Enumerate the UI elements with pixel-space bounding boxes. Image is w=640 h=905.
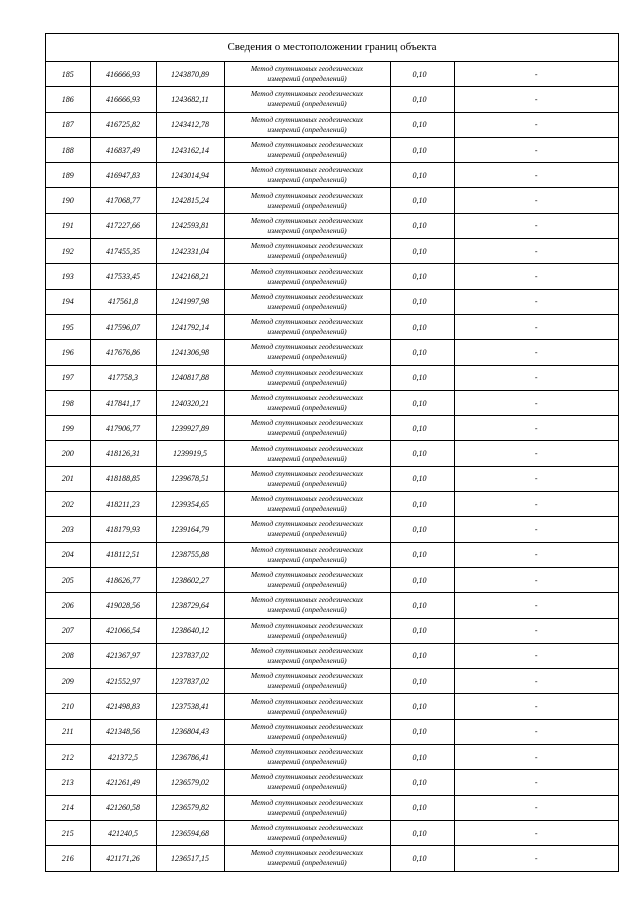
table-row: [46, 163, 618, 188]
table-row: [46, 264, 618, 289]
method-line-2: измерений (определений): [267, 428, 347, 438]
point-number-cell: 188: [46, 137, 90, 162]
page-title: Сведения о местоположении границ объекта: [46, 34, 618, 62]
y-coordinate-cell: 1236579,02: [156, 770, 224, 795]
x-coordinate-cell: 421372,5: [90, 745, 156, 770]
y-coordinate-cell: 1236804,43: [156, 719, 224, 744]
method-line-2: измерений (определений): [267, 124, 347, 134]
accuracy-cell: 0,10: [390, 492, 454, 517]
note-cell: -: [454, 618, 618, 643]
x-coordinate-cell: 417758,3: [90, 365, 156, 390]
method-cell: [224, 466, 390, 491]
accuracy-cell: 0,10: [390, 770, 454, 795]
y-coordinate-cell: 1236517,15: [156, 846, 224, 871]
note-cell: -: [454, 719, 618, 744]
y-coordinate-cell: 1242168,21: [156, 264, 224, 289]
method-line-2: измерений (определений): [267, 529, 347, 539]
note-cell: -: [454, 137, 618, 162]
point-number-cell: 197: [46, 365, 90, 390]
accuracy-cell: 0,10: [390, 795, 454, 820]
x-coordinate-cell: 416837,49: [90, 137, 156, 162]
table-row: [46, 770, 618, 795]
accuracy-cell: 0,10: [390, 314, 454, 339]
x-coordinate-cell: 421260,58: [90, 795, 156, 820]
boundary-info-sheet: [45, 33, 619, 872]
x-coordinate-cell: 419028,56: [90, 593, 156, 618]
x-coordinate-cell: 417906,77: [90, 416, 156, 441]
x-coordinate-cell: 417561,8: [90, 289, 156, 314]
table-row: [46, 239, 618, 264]
method-line-1: Метод спутниковых геодезических: [250, 140, 364, 150]
y-coordinate-cell: 1243162,14: [156, 137, 224, 162]
method-line-1: Метод спутниковых геодезических: [250, 266, 364, 276]
accuracy-cell: 0,10: [390, 239, 454, 264]
method-line-1: Метод спутниковых геодезических: [250, 848, 364, 858]
method-cell: [224, 643, 390, 668]
table-row: [46, 188, 618, 213]
x-coordinate-cell: 421367,97: [90, 643, 156, 668]
method-cell: [224, 441, 390, 466]
method-cell: [224, 770, 390, 795]
note-cell: -: [454, 390, 618, 415]
method-line-2: измерений (определений): [267, 403, 347, 412]
point-number-cell: 189: [46, 163, 90, 188]
point-number-cell: 216: [46, 846, 90, 871]
note-cell: -: [454, 213, 618, 238]
method-line-1: Метод спутниковых геодезических: [250, 595, 364, 605]
method-cell: [224, 390, 390, 415]
method-line-1: Метод спутниковых геодезических: [250, 696, 364, 706]
note-cell: -: [454, 163, 618, 188]
y-coordinate-cell: 1237837,02: [156, 669, 224, 694]
note-cell: -: [454, 441, 618, 466]
method-cell: [224, 542, 390, 567]
y-coordinate-cell: 1241997,98: [156, 289, 224, 314]
x-coordinate-cell: 421498,83: [90, 694, 156, 719]
method-line-1: Метод спутниковых геодезических: [250, 645, 364, 655]
y-coordinate-cell: 1238729,64: [156, 593, 224, 618]
y-coordinate-cell: 1240320,21: [156, 390, 224, 415]
note-cell: -: [454, 188, 618, 213]
method-line-2: измерений (определений): [267, 276, 347, 286]
point-number-cell: 198: [46, 390, 90, 415]
x-coordinate-cell: 417841,17: [90, 390, 156, 415]
method-cell: [224, 289, 390, 314]
method-cell: [224, 62, 390, 87]
y-coordinate-cell: 1242815,24: [156, 188, 224, 213]
method-cell: [224, 163, 390, 188]
method-cell: [224, 745, 390, 770]
table-row: [46, 719, 618, 744]
accuracy-cell: 0,10: [390, 289, 454, 314]
method-line-2: измерений (определений): [267, 554, 347, 564]
method-cell: [224, 213, 390, 238]
method-line-1: Метод спутниковых геодезических: [250, 165, 364, 175]
y-coordinate-cell: 1239927,89: [156, 416, 224, 441]
point-number-cell: 191: [46, 213, 90, 238]
x-coordinate-cell: 417596,07: [90, 314, 156, 339]
point-number-cell: 213: [46, 770, 90, 795]
x-coordinate-cell: 418211,23: [90, 492, 156, 517]
note-cell: -: [454, 492, 618, 517]
method-line-2: измерений (определений): [267, 605, 347, 615]
method-cell: [224, 593, 390, 618]
y-coordinate-cell: 1238755,88: [156, 542, 224, 567]
y-coordinate-cell: 1243682,11: [156, 87, 224, 112]
point-number-cell: 192: [46, 239, 90, 264]
point-number-cell: 186: [46, 87, 90, 112]
point-number-cell: 200: [46, 441, 90, 466]
method-line-1: Метод спутниковых геодезических: [250, 721, 364, 731]
method-line-1: Метод спутниковых геодезических: [250, 443, 364, 453]
y-coordinate-cell: 1239354,65: [156, 492, 224, 517]
accuracy-cell: 0,10: [390, 618, 454, 643]
method-cell: [224, 314, 390, 339]
method-line-1: Метод спутниковых геодезических: [250, 797, 364, 807]
x-coordinate-cell: 417676,86: [90, 340, 156, 365]
point-number-cell: 205: [46, 567, 90, 592]
accuracy-cell: 0,10: [390, 112, 454, 137]
method-line-2: измерений (определений): [267, 301, 347, 311]
y-coordinate-cell: 1241306,98: [156, 340, 224, 365]
accuracy-cell: 0,10: [390, 517, 454, 542]
method-line-2: измерений (определений): [267, 251, 347, 261]
x-coordinate-cell: 416725,82: [90, 112, 156, 137]
accuracy-cell: 0,10: [390, 62, 454, 87]
method-line-2: измерений (определений): [267, 706, 347, 716]
method-line-1: Метод спутниковых геодезических: [250, 291, 364, 301]
method-cell: [224, 264, 390, 289]
table-row: [46, 87, 618, 112]
accuracy-cell: 0,10: [390, 264, 454, 289]
accuracy-cell: 0,10: [390, 643, 454, 668]
accuracy-cell: 0,10: [390, 87, 454, 112]
x-coordinate-cell: 418112,51: [90, 542, 156, 567]
method-line-2: измерений (определений): [267, 200, 347, 210]
point-number-cell: 199: [46, 416, 90, 441]
point-number-cell: 202: [46, 492, 90, 517]
table-row: [46, 390, 618, 415]
method-line-1: Метод спутниковых геодезических: [250, 418, 364, 428]
point-number-cell: 207: [46, 618, 90, 643]
method-line-1: Метод спутниковых геодезических: [250, 468, 364, 478]
note-cell: -: [454, 466, 618, 491]
point-number-cell: 211: [46, 719, 90, 744]
accuracy-cell: 0,10: [390, 466, 454, 491]
method-line-1: Метод спутниковых геодезических: [250, 89, 364, 99]
method-line-1: Метод спутниковых геодезических: [250, 215, 364, 225]
table-row: [46, 593, 618, 618]
method-line-2: измерений (определений): [267, 580, 347, 590]
coordinates-table: [46, 62, 618, 871]
table-row: [46, 213, 618, 238]
x-coordinate-cell: 421261,49: [90, 770, 156, 795]
table-row: [46, 62, 618, 87]
point-number-cell: 203: [46, 517, 90, 542]
method-cell: [224, 517, 390, 542]
y-coordinate-cell: 1236579,82: [156, 795, 224, 820]
point-number-cell: 194: [46, 289, 90, 314]
method-line-2: измерений (определений): [267, 681, 347, 691]
x-coordinate-cell: 417227,66: [90, 213, 156, 238]
method-line-2: измерений (определений): [267, 833, 347, 843]
y-coordinate-cell: 1237837,02: [156, 643, 224, 668]
x-coordinate-cell: 421348,56: [90, 719, 156, 744]
method-line-2: измерений (определений): [267, 757, 347, 767]
y-coordinate-cell: 1242593,81: [156, 213, 224, 238]
y-coordinate-cell: 1239919,5: [156, 441, 224, 466]
method-line-1: Метод спутниковых геодезических: [250, 671, 364, 681]
x-coordinate-cell: 417455,35: [90, 239, 156, 264]
table-row: [46, 137, 618, 162]
x-coordinate-cell: 421552,97: [90, 669, 156, 694]
x-coordinate-cell: 416666,93: [90, 62, 156, 87]
coordinates-table-body: [46, 62, 618, 871]
accuracy-cell: 0,10: [390, 542, 454, 567]
table-row: [46, 289, 618, 314]
point-number-cell: 208: [46, 643, 90, 668]
note-cell: -: [454, 112, 618, 137]
x-coordinate-cell: 418626,77: [90, 567, 156, 592]
note-cell: -: [454, 340, 618, 365]
note-cell: -: [454, 62, 618, 87]
method-line-2: измерений (определений): [267, 175, 347, 185]
note-cell: -: [454, 416, 618, 441]
accuracy-cell: 0,10: [390, 846, 454, 871]
note-cell: -: [454, 264, 618, 289]
method-line-2: измерений (определений): [267, 377, 347, 387]
x-coordinate-cell: 416666,93: [90, 87, 156, 112]
y-coordinate-cell: 1243412,78: [156, 112, 224, 137]
x-coordinate-cell: 417068,77: [90, 188, 156, 213]
table-row: [46, 517, 618, 542]
table-row: [46, 365, 618, 390]
y-coordinate-cell: 1240817,88: [156, 365, 224, 390]
table-row: [46, 314, 618, 339]
accuracy-cell: 0,10: [390, 340, 454, 365]
method-cell: [224, 188, 390, 213]
x-coordinate-cell: 418179,93: [90, 517, 156, 542]
accuracy-cell: 0,10: [390, 390, 454, 415]
method-line-1: Метод спутниковых геодезических: [250, 241, 364, 251]
method-line-2: измерений (определений): [267, 225, 347, 235]
accuracy-cell: 0,10: [390, 820, 454, 845]
x-coordinate-cell: 421171,26: [90, 846, 156, 871]
accuracy-cell: 0,10: [390, 669, 454, 694]
point-number-cell: 204: [46, 542, 90, 567]
method-cell: [224, 416, 390, 441]
method-line-2: измерений (определений): [267, 807, 347, 817]
method-line-2: измерений (определений): [267, 99, 347, 109]
table-row: [46, 643, 618, 668]
table-row: [46, 820, 618, 845]
accuracy-cell: 0,10: [390, 745, 454, 770]
y-coordinate-cell: 1241792,14: [156, 314, 224, 339]
method-line-1: Метод спутниковых геодезических: [250, 519, 364, 529]
table-row: [46, 745, 618, 770]
method-line-1: Метод спутниковых геодезических: [250, 190, 364, 200]
note-cell: -: [454, 239, 618, 264]
table-row: [46, 416, 618, 441]
x-coordinate-cell: 421066,54: [90, 618, 156, 643]
note-cell: -: [454, 542, 618, 567]
method-cell: [224, 669, 390, 694]
note-cell: -: [454, 593, 618, 618]
accuracy-cell: 0,10: [390, 416, 454, 441]
method-line-1: Метод спутниковых геодезических: [250, 317, 364, 327]
point-number-cell: 206: [46, 593, 90, 618]
method-cell: [224, 618, 390, 643]
method-line-1: Метод спутниковых геодезических: [250, 114, 364, 124]
point-number-cell: 209: [46, 669, 90, 694]
table-row: [46, 846, 618, 871]
point-number-cell: 210: [46, 694, 90, 719]
note-cell: -: [454, 846, 618, 871]
y-coordinate-cell: 1237538,41: [156, 694, 224, 719]
point-number-cell: 195: [46, 314, 90, 339]
point-number-cell: 214: [46, 795, 90, 820]
method-line-2: измерений (определений): [267, 327, 347, 337]
method-line-2: измерений (определений): [267, 478, 347, 488]
method-line-2: измерений (определений): [267, 453, 347, 463]
table-row: [46, 795, 618, 820]
method-line-1: Метод спутниковых геодезических: [250, 367, 364, 377]
table-row: [46, 669, 618, 694]
note-cell: -: [454, 567, 618, 592]
method-cell: [224, 239, 390, 264]
method-line-2: измерений (определений): [267, 504, 347, 514]
y-coordinate-cell: 1236786,41: [156, 745, 224, 770]
point-number-cell: 187: [46, 112, 90, 137]
y-coordinate-cell: 1238640,12: [156, 618, 224, 643]
point-number-cell: 215: [46, 820, 90, 845]
method-cell: [224, 719, 390, 744]
method-line-1: Метод спутниковых геодезических: [250, 494, 364, 504]
table-row: [46, 340, 618, 365]
point-number-cell: 185: [46, 62, 90, 87]
method-cell: [224, 340, 390, 365]
method-line-2: измерений (определений): [267, 731, 347, 741]
y-coordinate-cell: 1238602,27: [156, 567, 224, 592]
accuracy-cell: 0,10: [390, 188, 454, 213]
note-cell: -: [454, 289, 618, 314]
note-cell: -: [454, 820, 618, 845]
note-cell: -: [454, 694, 618, 719]
method-line-2: измерений (определений): [267, 858, 347, 868]
x-coordinate-cell: 416947,83: [90, 163, 156, 188]
y-coordinate-cell: 1243014,94: [156, 163, 224, 188]
method-cell: [224, 112, 390, 137]
method-line-1: Метод спутниковых геодезических: [250, 620, 364, 630]
point-number-cell: 196: [46, 340, 90, 365]
x-coordinate-cell: 418188,85: [90, 466, 156, 491]
accuracy-cell: 0,10: [390, 365, 454, 390]
note-cell: -: [454, 314, 618, 339]
method-line-2: измерений (определений): [267, 655, 347, 665]
table-row: [46, 112, 618, 137]
note-cell: -: [454, 745, 618, 770]
point-number-cell: 193: [46, 264, 90, 289]
y-coordinate-cell: 1242331,04: [156, 239, 224, 264]
method-line-2: измерений (определений): [267, 630, 347, 640]
method-line-1: Метод спутниковых геодезических: [250, 747, 364, 757]
y-coordinate-cell: 1236594,68: [156, 820, 224, 845]
table-row: [46, 441, 618, 466]
table-row: [46, 567, 618, 592]
method-cell: [224, 846, 390, 871]
y-coordinate-cell: 1243870,89: [156, 62, 224, 87]
x-coordinate-cell: 418126,31: [90, 441, 156, 466]
accuracy-cell: 0,10: [390, 694, 454, 719]
method-line-2: измерений (определений): [267, 150, 347, 160]
method-line-1: Метод спутниковых геодезических: [250, 772, 364, 782]
note-cell: -: [454, 669, 618, 694]
note-cell: -: [454, 517, 618, 542]
method-cell: [224, 567, 390, 592]
table-row: [46, 618, 618, 643]
accuracy-cell: 0,10: [390, 567, 454, 592]
x-coordinate-cell: 417533,45: [90, 264, 156, 289]
accuracy-cell: 0,10: [390, 213, 454, 238]
method-cell: [224, 87, 390, 112]
accuracy-cell: 0,10: [390, 137, 454, 162]
note-cell: -: [454, 87, 618, 112]
note-cell: -: [454, 795, 618, 820]
method-cell: [224, 820, 390, 845]
method-cell: [224, 795, 390, 820]
table-row: [46, 466, 618, 491]
table-row: [46, 694, 618, 719]
method-line-2: измерений (определений): [267, 74, 347, 84]
accuracy-cell: 0,10: [390, 719, 454, 744]
method-cell: [224, 492, 390, 517]
note-cell: -: [454, 770, 618, 795]
method-line-1: Метод спутниковых геодезических: [250, 342, 364, 352]
method-line-2: измерений (определений): [267, 352, 347, 362]
method-line-1: Метод спутниковых геодезических: [250, 823, 364, 833]
method-line-1: Метод спутниковых геодезических: [250, 393, 364, 402]
point-number-cell: 212: [46, 745, 90, 770]
accuracy-cell: 0,10: [390, 593, 454, 618]
note-cell: -: [454, 643, 618, 668]
note-cell: -: [454, 365, 618, 390]
method-line-1: Метод спутниковых геодезических: [250, 64, 364, 74]
point-number-cell: 190: [46, 188, 90, 213]
method-line-2: измерений (определений): [267, 782, 347, 792]
y-coordinate-cell: 1239164,79: [156, 517, 224, 542]
method-line-1: Метод спутниковых геодезических: [250, 570, 364, 580]
method-cell: [224, 694, 390, 719]
method-line-1: Метод спутниковых геодезических: [250, 544, 364, 554]
method-cell: [224, 137, 390, 162]
method-cell: [224, 365, 390, 390]
table-row: [46, 492, 618, 517]
accuracy-cell: 0,10: [390, 441, 454, 466]
accuracy-cell: 0,10: [390, 163, 454, 188]
y-coordinate-cell: 1239678,51: [156, 466, 224, 491]
x-coordinate-cell: 421240,5: [90, 820, 156, 845]
table-row: [46, 542, 618, 567]
point-number-cell: 201: [46, 466, 90, 491]
